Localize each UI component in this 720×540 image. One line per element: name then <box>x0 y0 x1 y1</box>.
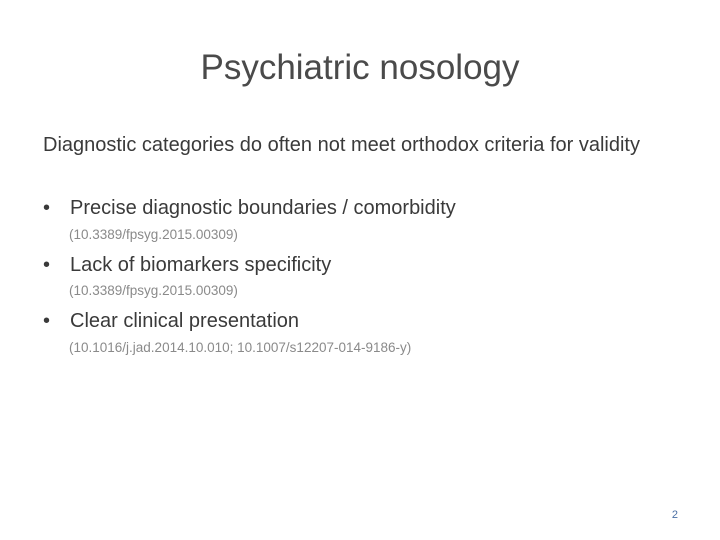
bullet-item-3 <box>43 308 299 334</box>
page-number: 2 <box>671 509 678 521</box>
bullet-text: Precise diagnostic boundaries / comorbidity <box>70 197 456 219</box>
lead-text: Diagnostic categories do often not meet orthodox criteria for validity <box>43 134 640 156</box>
bullet-dot: • <box>43 197 51 219</box>
bullet-item-1 <box>43 195 456 221</box>
bullet-text: Lack of biomarkers specificity <box>70 254 332 276</box>
bullet-dot: • <box>43 310 51 332</box>
bullet-reference-2: (10.3389/fpsyg.2015.00309) <box>69 283 238 298</box>
bullet-reference-3: (10.1016/j.jad.2014.10.010; 10.1007/s12207-014-9186-y) <box>69 340 412 355</box>
bullet-reference-1: (10.3389/fpsyg.2015.00309) <box>69 227 238 242</box>
bullet-item-2 <box>43 252 331 278</box>
bullet-dot: • <box>43 254 51 276</box>
bullet-text: Clear clinical presentation <box>70 310 300 332</box>
slide-title: Psychiatric nosology <box>200 48 520 87</box>
